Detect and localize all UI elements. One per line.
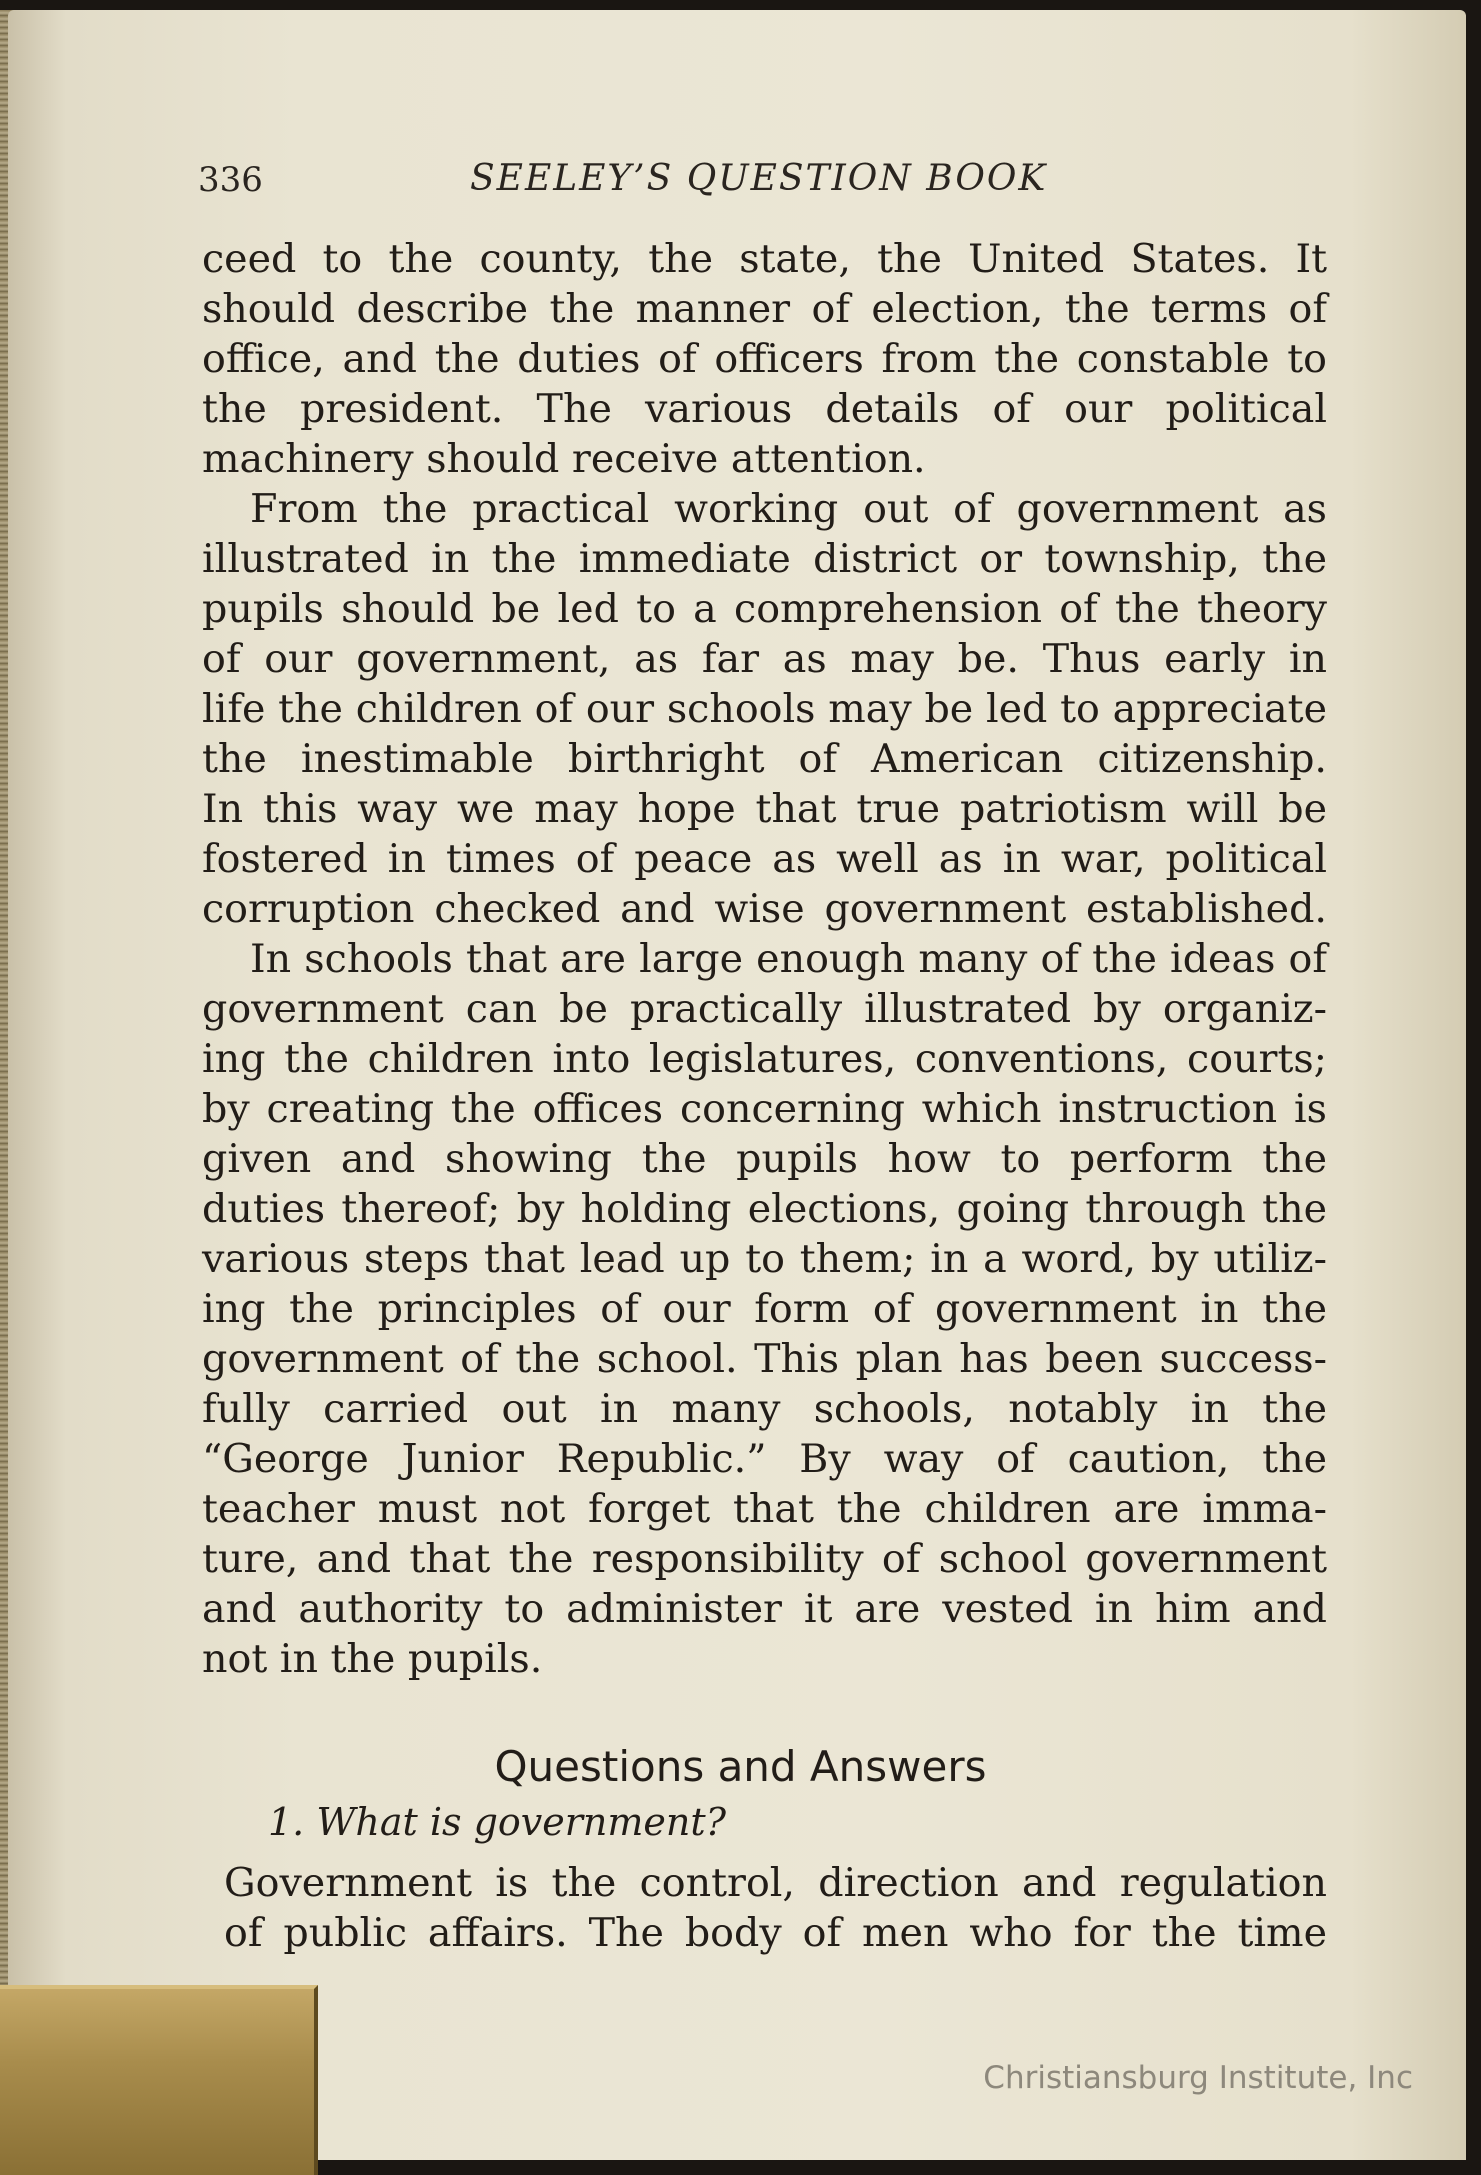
text-line: ture, and that the responsibility of school government [202, 1536, 1327, 1582]
text-line: In schools that are large enough many of the ideas of [250, 936, 1327, 982]
text-line: pupils should be led to a comprehension of the theory [202, 586, 1327, 632]
text-line: government can be practically illustrated by organiz- [202, 986, 1327, 1032]
text-line: ceed to the county, the state, the United States. It [202, 236, 1327, 282]
text-line: From the practical working out of government as [250, 486, 1327, 532]
text-line: should describe the manner of election, the terms of [202, 286, 1327, 332]
text-line: not in the pupils. [202, 1636, 543, 1682]
text-line: various steps that lead up to them; in a word, by utiliz- [202, 1236, 1327, 1282]
text-line: the inestimable birthright of American citizenship. [202, 736, 1327, 782]
answer-text [224, 1858, 1327, 1958]
text-line: and authority to administer it are vested in him and [202, 1586, 1327, 1632]
page-number: 336 [198, 160, 263, 200]
text-line: In this way we may hope that true patriotism will be [202, 786, 1327, 832]
text-line: given and showing the pupils how to perform the [202, 1136, 1327, 1182]
text-line: by creating the offices concerning which instruction is [202, 1086, 1327, 1132]
book-cover-corner [0, 1985, 318, 2175]
text-line: of our government, as far as may be. Thus early in [202, 636, 1327, 682]
text-line: teacher must not forget that the children are imma- [202, 1486, 1327, 1532]
text-line: ing the principles of our form of government in the [202, 1286, 1327, 1332]
text-line: “George Junior Republic.” By way of caution, the [202, 1436, 1327, 1482]
text-line: machinery should receive attention. [202, 436, 926, 482]
text-line: Government is the control, direction and regulation [224, 1860, 1327, 1906]
text-line: life the children of our schools may be led to appreciate [202, 686, 1327, 732]
text-line: duties thereof; by holding elections, going through the [202, 1186, 1327, 1232]
running-title: SEELEY’S QUESTION BOOK [470, 158, 1048, 199]
watermark-text: Christiansburg Institute, Inc [983, 2060, 1413, 2096]
text-line: illustrated in the immediate district or township, the [202, 536, 1327, 582]
text-line: ing the children into legislatures, conventions, courts; [202, 1036, 1327, 1082]
text-line: corruption checked and wise government established. [202, 886, 1327, 932]
body-text [202, 234, 1327, 1684]
text-line: of public affairs. The body of men who for the time [224, 1910, 1327, 1956]
text-line: office, and the duties of officers from the constable to [202, 336, 1327, 382]
text-line: fully carried out in many schools, notably in the [202, 1386, 1327, 1432]
text-line: the president. The various details of our political [202, 386, 1327, 432]
section-heading: Questions and Answers [494, 1742, 987, 1791]
text-line: government of the school. This plan has been success- [202, 1336, 1327, 1382]
question-text: 1. What is government? [268, 1800, 727, 1844]
text-line: fostered in times of peace as well as in war, political [202, 836, 1327, 882]
